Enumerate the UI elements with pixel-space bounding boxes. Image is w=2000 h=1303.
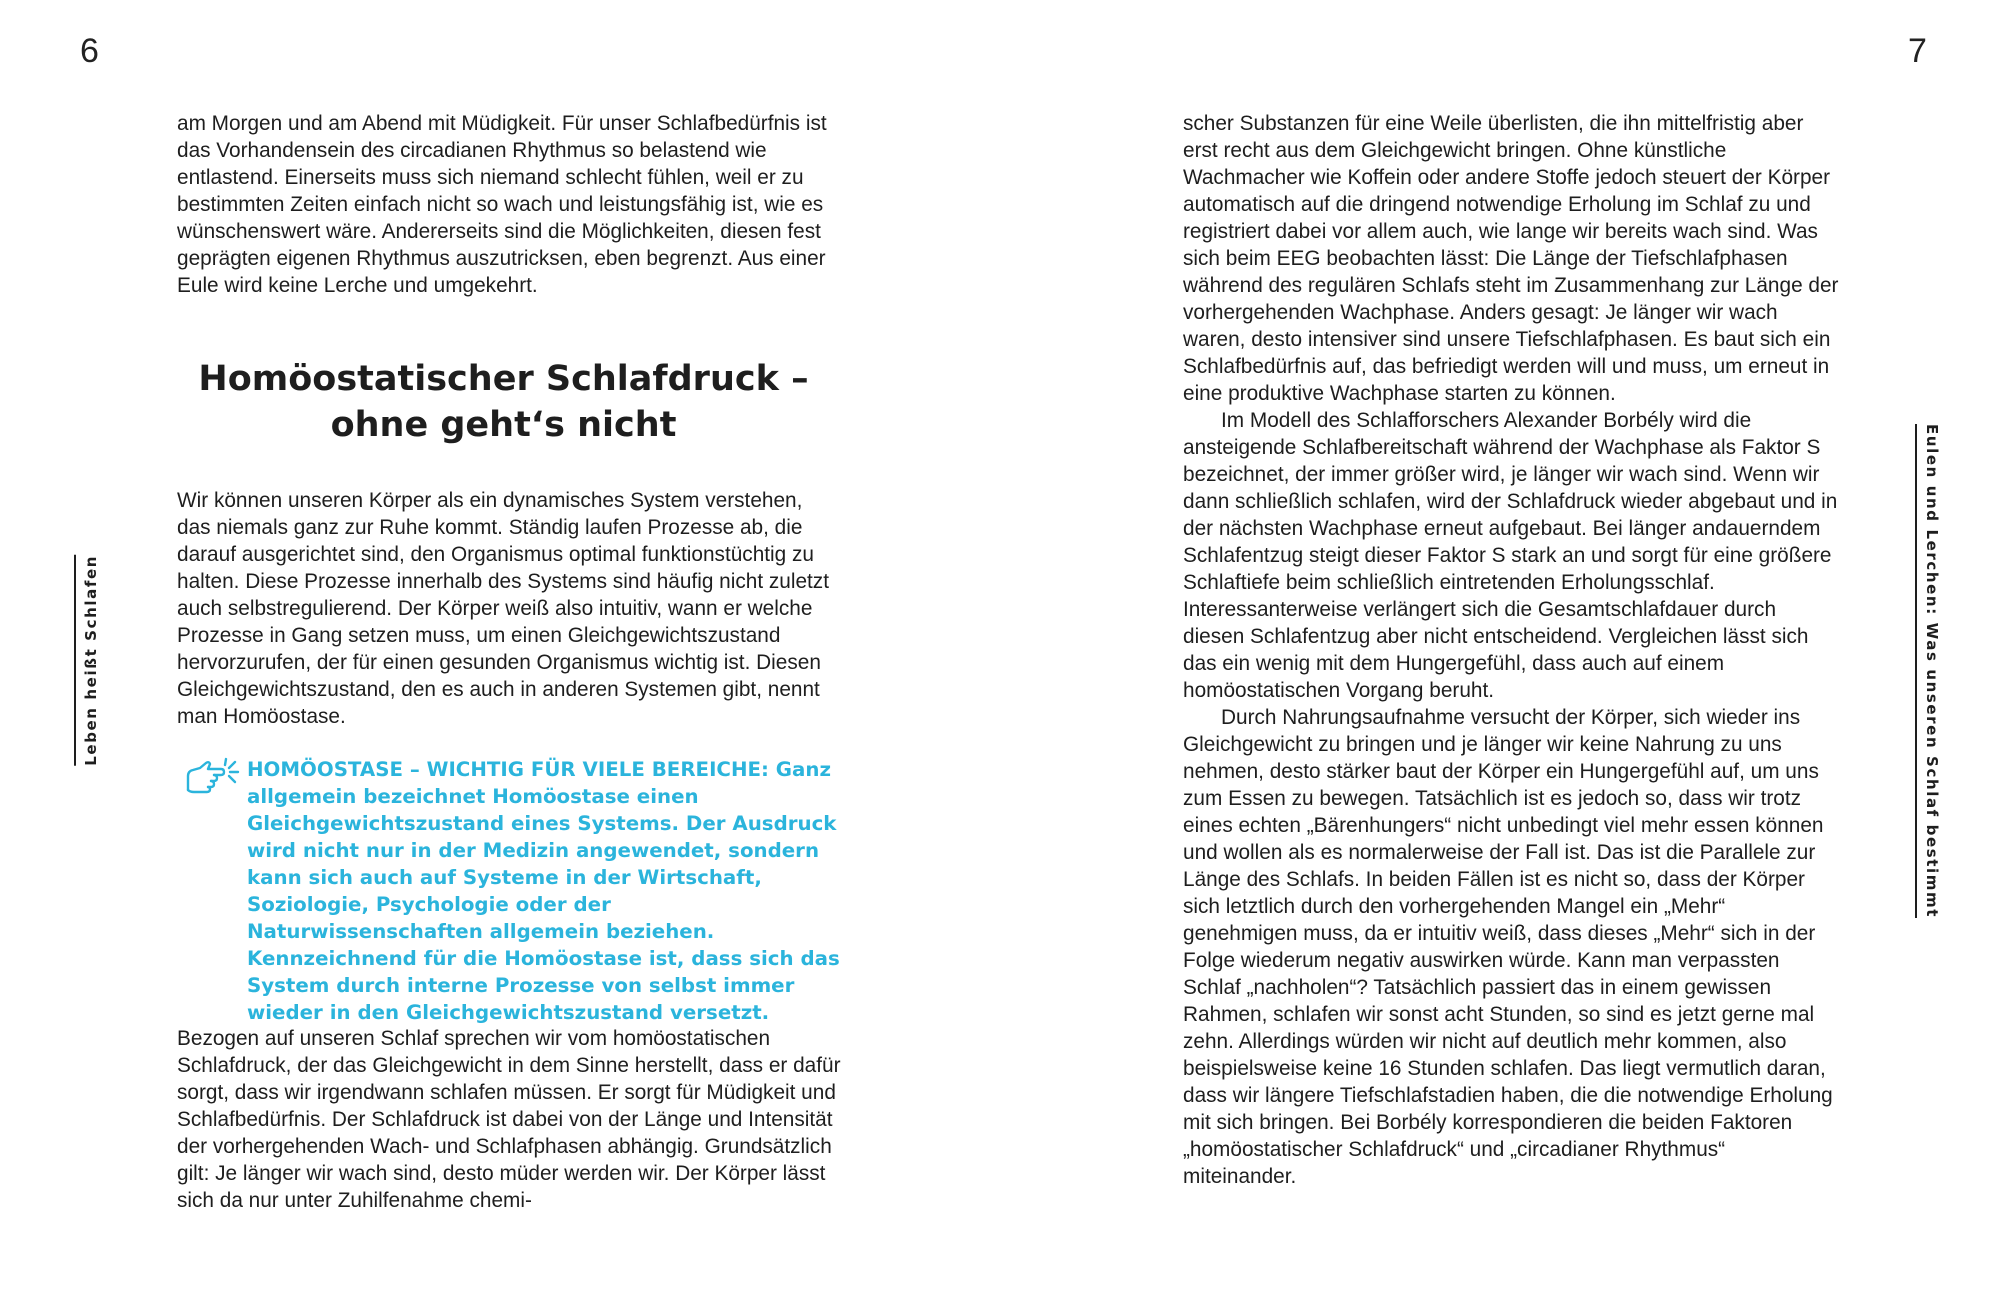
left-column-intro bbox=[177, 110, 841, 299]
side-tab-chapter-right: Eulen und Lerchen: Was unseren Schlaf bestimmt bbox=[1915, 424, 1941, 918]
side-tab-chapter-left: Leben heißt Schlafen bbox=[74, 555, 100, 766]
left-column-body bbox=[177, 487, 841, 730]
left-column-bottom bbox=[177, 1025, 841, 1214]
heading-line-1: Homöostatischer Schlafdruck – bbox=[198, 359, 809, 399]
intro-paragraph: am Morgen und am Abend mit Müdigkeit. Für unser Schlafbedürfnis ist das Vorhandensein des circadianen Rhythmus so belastend wie entlastend. Einerseits muss sich niemand schlecht fühlen, weil er zu bestimmten Zeiten einfach nicht so wach und leistungsfähig ist, wie es wünschenswert wäre. Andererseits sind die Möglichkeiten, diesen fest geprägten eigenen Rhythmus auszutricksen, eben begrenzt. Aus einer Eule wird keine Lerche und umgekehrt. bbox=[177, 112, 827, 297]
section-heading bbox=[177, 356, 830, 448]
body-paragraph: Wir können unseren Körper als ein dynamisches System verstehen, das niemals ganz zur Ruhe kommt. Ständig laufen Prozesse ab, die darauf ausgerichtet sind, den Organismus optimal funktionstüchtig zu halten. Diese Prozesse innerhalb des Systems sind häufig nicht zuletzt auch selbstregulierend. Der Körper weiß also intuitiv, wann er welche Prozesse in Gang setzen muss, um einen Gleichgewichtszustand hervorzurufen, der für einen gesunden Organismus wichtig ist. Diesen Gleichgewichtszustand, den es auch in anderen Systemen gibt, nennt man Homöostase. bbox=[177, 489, 829, 728]
pointing-hand-icon bbox=[184, 756, 240, 796]
page-number-left: 6 bbox=[80, 32, 99, 70]
body-paragraph: Bezogen auf unseren Schlaf sprechen wir vom homöostatischen Schlafdruck, der das Gleichgewicht in dem Sinne herstellt, dass er dafür sorgt, dass wir irgendwann schlafen müssen. Er sorgt für Müdigkeit und Schlafbedürfnis. Der Schlafdruck ist dabei von der Länge und Intensität der vorhergehenden Wach- und Schlafphasen abhängig. Grundsätzlich gilt: Je länger wir wach sind, desto müder werden wir. Der Körper lässt sich da nur unter Zuhilfenahme chemi- bbox=[177, 1027, 841, 1212]
body-paragraph: Durch Nahrungsaufnahme versucht der Körper, sich wieder ins Gleichgewicht zu bringen und je länger wir keine Nahrung zu uns nehmen, desto stärker baut der Körper ein Hungergefühl auf, um uns zum Essen zu bewegen. Tatsächlich ist es jedoch so, dass wir trotz eines echten „Bärenhungers“ nicht unbedingt viel mehr essen können und wollen als es normalerweise der Fall ist. Das ist die Parallele zur Länge des Schlafs. In beiden Fällen ist es nicht so, dass der Körper sich letztlich durch den vorhergehenden Mangel ein „Mehr“ genehmigen muss, da er intuitiv weiß, dass dieses „Mehr“ sich in der Folge wiederum negativ auswirken würde. Kann man verpassten Schlaf „nachholen“? Tatsächlich passiert das in einem gewissen Rahmen, schlafen wir sonst acht Stunden, so sind es jetzt gerne mal zehn. Allerdings würden wir nicht auf deutlich mehr kommen, also beispielsweise keine 16 Stunden schlafen. Das liegt vermutlich daran, dass wir längere Tiefschlafstadien haben, die die notwendige Erholung mit sich bringen. Bei Borbély korrespondieren die beiden Faktoren „homöostatischer Schlafdruck“ und „circadianer Rhythmus“ miteinander. bbox=[1183, 706, 1833, 1188]
right-column bbox=[1183, 110, 1843, 1190]
body-paragraph: Im Modell des Schlafforschers Alexander Borbély wird die ansteigende Schlafbereitschaft während der Wachphase als Faktor S bezeichnet, der immer größer wird, je länger wir wach sind. Wenn wir dann schließlich schlafen, wird der Schlafdruck wieder abgebaut und in der nächsten Wachphase erneut aufgebaut. Bei länger andauerndem Schlafentzug steigt dieser Faktor S stark an und sorgt für eine größere Schlaftiefe beim schließlich eintretenden Erholungsschlaf. Interessanterweise verlängert sich die Gesamtschlafdauer durch diesen Schlafentzug aber nicht entscheidend. Vergleichen lässt sich das ein wenig mit dem Hungergefühl, dass auch auf einem homöostatischen Vorgang beruht. bbox=[1183, 409, 1838, 702]
page-number-right: 7 bbox=[1908, 32, 1927, 70]
callout-text: HOMÖOSTASE – WICHTIG FÜR VIELE BEREICHE: Ganz allgemein bezeichnet Homöostase einen Gleichgewichtszustand eines Systems. Der Ausdruck wird nicht nur in der Medizin angewendet, sondern kann sich auch auf Systeme in der Wirtschaft, Soziologie, Psychologie oder der Naturwissenschaften allgemein beziehen. Kennzeichnend für die Homöostase ist, dass sich das System durch interne Prozesse von selbst immer wieder in den Gleichgewichtszustand versetzt. bbox=[247, 758, 840, 1024]
heading-line-2: ohne geht‘s nicht bbox=[330, 405, 677, 445]
body-paragraph: scher Substanzen für eine Weile überlisten, die ihn mittelfristig aber erst recht aus dem Gleichgewicht bringen. Ohne künstliche Wachmacher wie Koffein oder andere Stoffe jedoch steuert der Körper automatisch auf die dringend notwendige Erholung im Schlaf zu und registriert dabei vor allem auch, wie lange wir bereits wach sind. Was sich beim EEG beobachten lässt: Die Länge der Tiefschlafphasen während des regulären Schlafs steht im Zusammenhang zur Länge der vorhergehenden Wachphase. Anders gesagt: Je länger wir wach waren, desto intensiver sind unsere Tiefschlafphasen. Es baut sich ein Schlafbedürfnis auf, das befriedigt werden will und muss, um erneut in eine produktive Wachphase starten zu können. bbox=[1183, 112, 1839, 405]
